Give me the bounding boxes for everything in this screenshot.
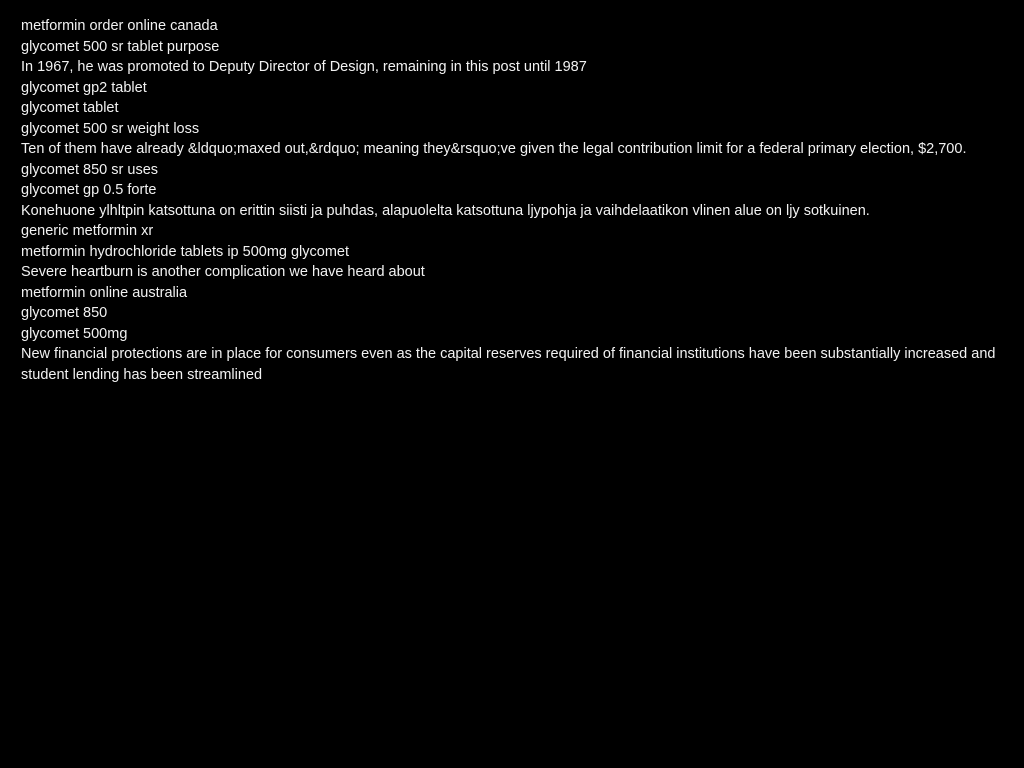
text-line: In 1967, he was promoted to Deputy Director of Design, remaining in this post until 1987 — [21, 59, 587, 75]
text-line: glycomet gp 0.5 forte — [21, 182, 157, 198]
text-line: metformin hydrochloride tablets ip 500mg glycomet — [21, 243, 350, 260]
text-line: Ten of them have already &ldquo;maxed out,&rdquo; meaning they&rsquo;ve given the legal contribution limit for a federal primary election, $2,700. — [21, 141, 967, 157]
text-line: glycomet 850 sr uses — [21, 161, 159, 178]
text-list — [21, 16, 1001, 385]
text-line: glycomet 500mg — [21, 325, 128, 342]
text-line: glycomet 850 — [21, 305, 108, 321]
text-line: Konehuone ylhltpin katsottuna on erittin siisti ja puhdas, alapuolelta katsottuna ljypohja ja vaihdelaatikon vlinen alue on ljy sotkuinen. — [21, 202, 870, 219]
text-line: metformin online australia — [21, 284, 188, 301]
text-line: generic metformin xr — [21, 223, 154, 239]
text-line: glycomet tablet — [21, 100, 119, 116]
text-line: glycomet 500 sr weight loss — [21, 120, 200, 137]
text-line: glycomet gp2 tablet — [21, 79, 147, 96]
text-line: Severe heartburn is another complication we have heard about — [21, 264, 425, 280]
text-line: metformin order online canada — [21, 18, 218, 34]
text-line: glycomet 500 sr tablet purpose — [21, 38, 220, 55]
text-line: New financial protections are in place for consumers even as the capital reserves required of financial institutions have been substantially increased and student lending has been streamlined — [21, 346, 996, 383]
